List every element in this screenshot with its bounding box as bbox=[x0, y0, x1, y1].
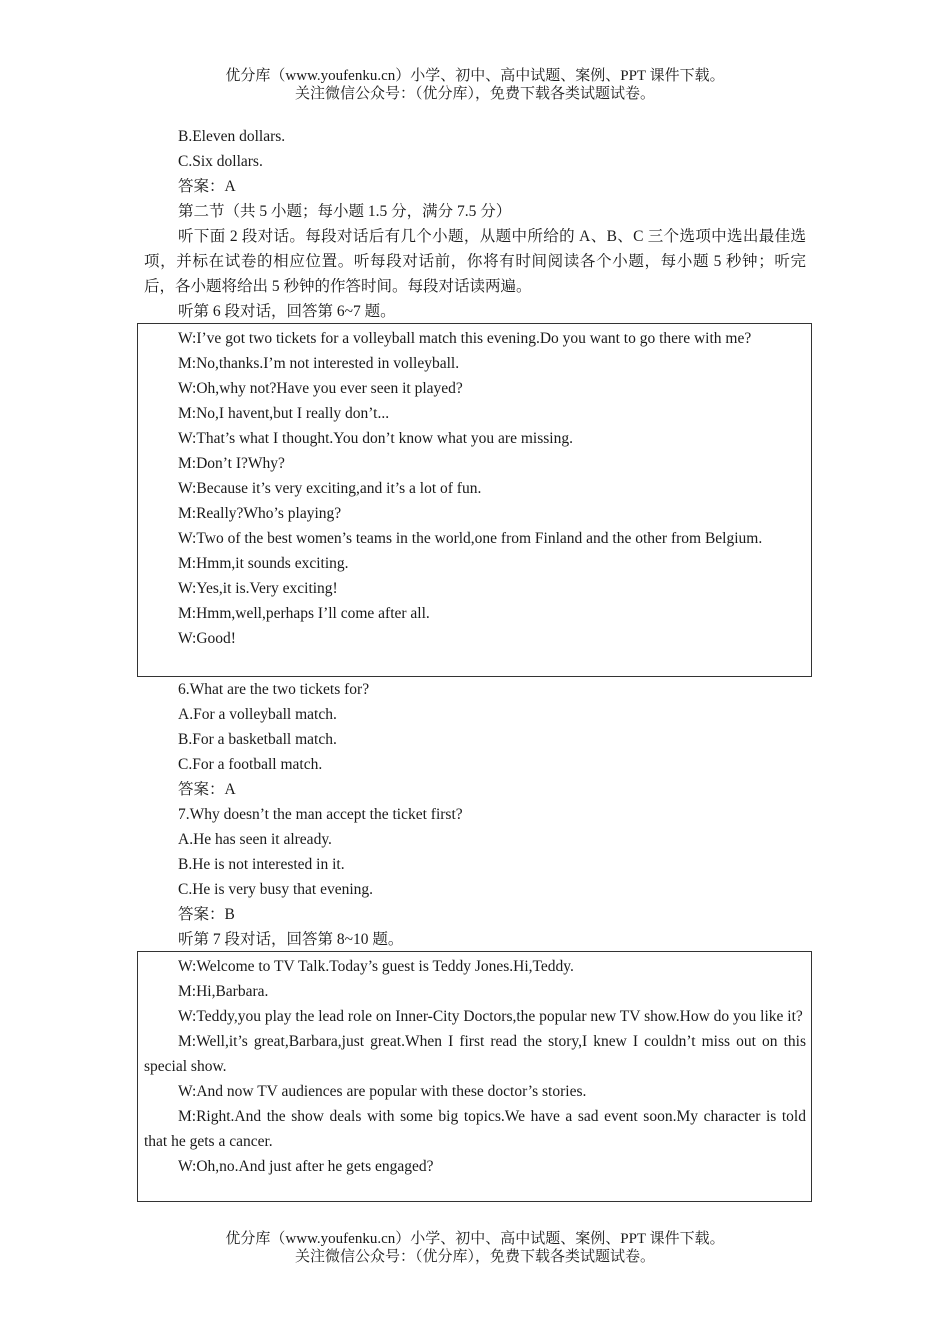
footer-line-1: 优分库（www.youfenku.cn）小学、初中、高中试题、案例、PPT 课件下载。 bbox=[225, 1231, 725, 1247]
option-b-eleven-dollars: B.Eleven dollars. bbox=[178, 128, 286, 145]
dialogue-line: W:Two of the best women’s teams in the world,one from Finland and the other from Belgium. bbox=[178, 530, 763, 547]
dialogue-line: W:Oh,why not?Have you ever seen it played? bbox=[178, 380, 463, 397]
question-7: 7.Why doesn’t the man accept the ticket first? bbox=[178, 806, 463, 823]
header-line-2: 关注微信公众号：（优分库），免费下载各类试题试卷。 bbox=[294, 86, 655, 102]
dialogue-line: W:Teddy,you play the lead role on Inner-City Doctors,the popular new TV show.How do you like it? bbox=[178, 1008, 803, 1025]
dialogue-line: W:Oh,no.And just after he gets engaged? bbox=[178, 1158, 434, 1175]
dialogue-line: W:Because it’s very exciting,and it’s a lot of fun. bbox=[178, 480, 482, 497]
option-c-six-dollars: C.Six dollars. bbox=[178, 153, 263, 170]
dialogue-line: M:Hi,Barbara. bbox=[178, 983, 269, 1000]
dialogue-7-intro: 听第 7 段对话，回答第 8~10 题。 bbox=[178, 931, 404, 948]
question-6-answer: 答案：A bbox=[178, 781, 236, 798]
dialogue-line: W:And now TV audiences are popular with these doctor’s stories. bbox=[178, 1083, 587, 1100]
question-6-option-a: A.For a volleyball match. bbox=[178, 706, 337, 723]
question-7-answer: 答案：B bbox=[178, 906, 235, 923]
dialogue-line: W:Yes,it is.Very exciting! bbox=[178, 580, 338, 597]
dialogue-line: M:Hmm,it sounds exciting. bbox=[178, 555, 349, 572]
dialogue-line: W:Good! bbox=[178, 630, 236, 647]
question-6-option-b: B.For a basketball match. bbox=[178, 731, 337, 748]
dialogue-line: W:That’s what I thought.You don’t know what you are missing. bbox=[178, 430, 573, 447]
question-7-option-c: C.He is very busy that evening. bbox=[178, 881, 374, 898]
dialogue-line: M:No,thanks.I’m not interested in volleyball. bbox=[178, 355, 460, 372]
dialogue-line: M:Don’t I?Why? bbox=[178, 455, 285, 472]
question-6-option-c: C.For a football match. bbox=[178, 756, 323, 773]
dialogue-6-box bbox=[137, 323, 812, 677]
question-7-option-b: B.He is not interested in it. bbox=[178, 856, 345, 873]
question-6: 6.What are the two tickets for? bbox=[178, 681, 370, 698]
footer-line-2: 关注微信公众号：（优分库），免费下载各类试题试卷。 bbox=[294, 1249, 655, 1265]
dialogue-6-intro: 听第 6 段对话，回答第 6~7 题。 bbox=[178, 303, 396, 320]
header-line-1: 优分库（www.youfenku.cn）小学、初中、高中试题、案例、PPT 课件下载。 bbox=[225, 68, 725, 84]
dialogue-7-box bbox=[137, 951, 812, 1202]
section-2-instructions: 听下面 2 段对话。每段对话后有几个小题，从题中所给的 A、B、C 三个选项中选出最佳选项，并标在试卷的相应位置。听每段对话前，你将有时间阅读各个小题，每小题 5 秒钟；听完后，各小题将给出 5 秒钟的作答时间。每段对话读两遍。 bbox=[144, 228, 806, 295]
dialogue-line: M:Right.And the show deals with some big topics.We have a sad event soon.My character is told that he gets a cancer. bbox=[144, 1108, 806, 1150]
dialogue-line: M:Really?Who’s playing? bbox=[178, 505, 342, 522]
dialogue-line: W:I’ve got two tickets for a volleyball match this evening.Do you want to go there with me? bbox=[178, 330, 752, 347]
page-footer bbox=[0, 1230, 950, 1266]
dialogue-line: W:Welcome to TV Talk.Today’s guest is Teddy Jones.Hi,Teddy. bbox=[178, 958, 574, 975]
dialogue-line: M:No,I havent,but I really don’t... bbox=[178, 405, 390, 422]
page-header bbox=[0, 67, 950, 103]
dialogue-line: M:Well,it’s great,Barbara,just great.When I first read the story,I knew I couldn’t miss out on this special show. bbox=[144, 1033, 806, 1075]
answer-5: 答案：A bbox=[178, 178, 236, 195]
section-2-title: 第二节（共 5 小题；每小题 1.5 分，满分 7.5 分） bbox=[178, 203, 512, 220]
question-7-option-a: A.He has seen it already. bbox=[178, 831, 332, 848]
dialogue-line: M:Hmm,well,perhaps I’ll come after all. bbox=[178, 605, 430, 622]
